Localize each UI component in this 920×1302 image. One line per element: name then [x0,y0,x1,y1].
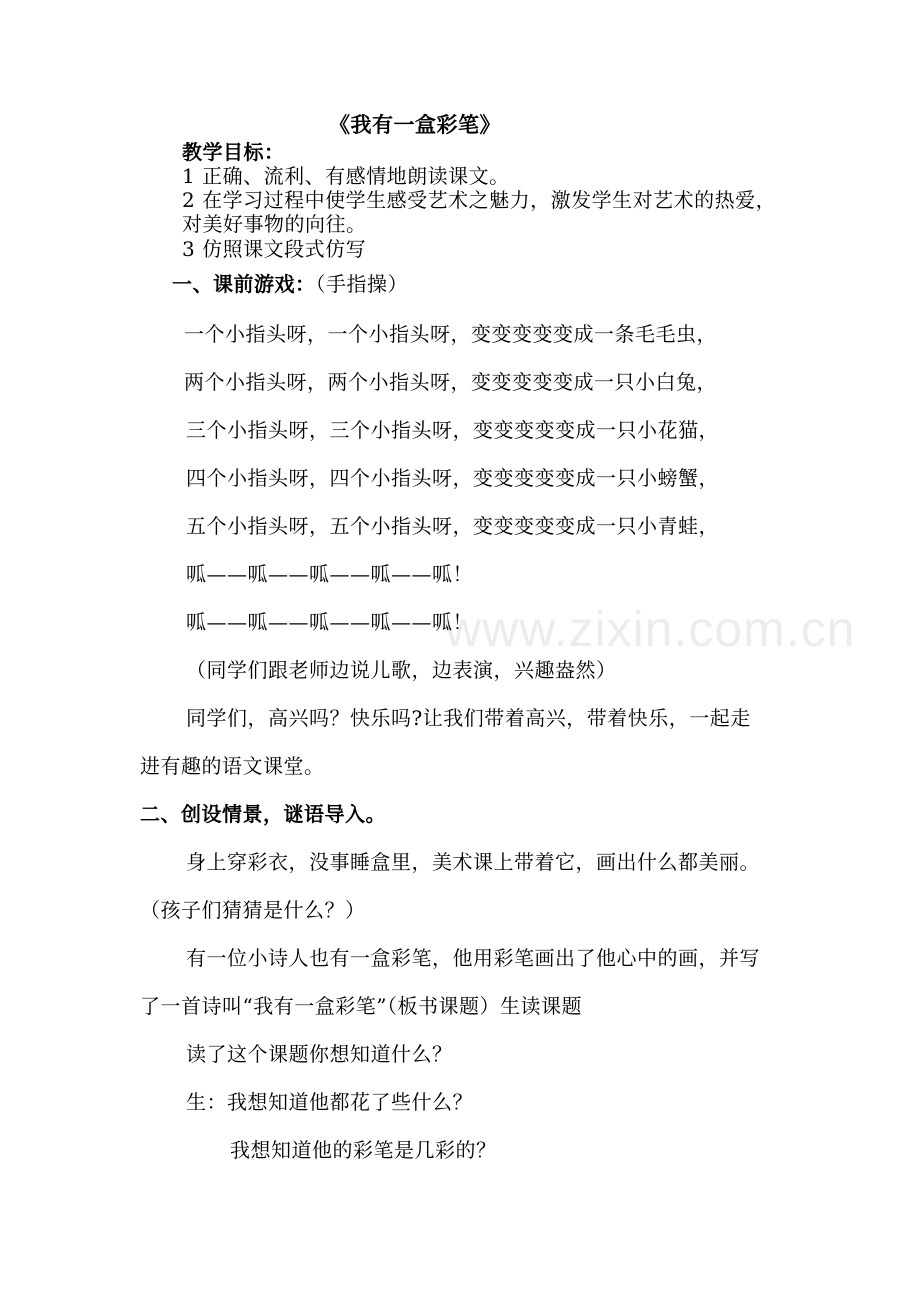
objective-3: 3 仿照课文段式仿写 [182,237,367,261]
objectives-heading: 教学目标： [182,140,285,164]
rhyme-line-3: 三个小指头呀，三个小指头呀，变变变变变成一只小花猫， [186,418,719,442]
rhyme-line-2: 两个小指头呀，两个小指头呀，变变变变变成一只小白兔， [184,370,717,394]
transition-line-1: 同学们，高兴吗？快乐吗?让我们带着高兴，带着快乐，一起走 [186,706,751,730]
transition-line-2: 进有趣的语文课堂。 [140,754,325,778]
rhyme-line-1: 一个小指头呀，一个小指头呀，变变变变变成一条毛毛虫， [184,322,717,346]
document-title: 《我有一盒彩笔》 [329,112,501,137]
riddle-line-2: （孩子们猜猜是什么？） [140,898,366,922]
activity-note: （同学们跟老师边说儿歌，边表演，兴趣盎然） [186,658,617,682]
riddle-line-1: 身上穿彩衣，没事睡盒里，美术课上带着它，画出什么都美丽。 [186,850,760,874]
objective-2: 2 在学习过程中使学生感受艺术之魅力，激发学生对艺术的热爱， [182,188,777,212]
question-line: 读了这个课题你想知道什么？ [186,1042,453,1066]
objective-2-continued: 对美好事物的向往。 [182,212,367,236]
intro-line-1: 有一位小诗人也有一盒彩笔，他用彩笔画出了他心中的画，并写 [186,946,760,970]
rhyme-line-7: 呱——呱——呱——呱——呱！ [186,610,473,634]
section1-heading-line [172,271,408,297]
objective-1: 1 正确、流利、有感情地朗读课文。 [182,164,510,188]
rhyme-line-6: 呱——呱——呱——呱——呱！ [186,562,473,586]
rhyme-line-4: 四个小指头呀，四个小指头呀，变变变变变成一只小螃蟹， [186,466,719,490]
section1-note: （手指操） [315,272,408,296]
section1-heading: 一、课前游戏： [172,272,316,296]
section2-heading: 二、创设情景，谜语导入。 [140,802,386,826]
answer-line-2: 我想知道他的彩笔是几彩的？ [230,1138,497,1162]
intro-line-2: 了一首诗叫“我有一盒彩笔”（板书课题）生读课题 [140,994,582,1018]
answer-line-1: 生：我想知道他都花了些什么？ [186,1090,473,1114]
rhyme-line-5: 五个小指头呀，五个小指头呀，变变变变变成一只小青蛙， [186,514,719,538]
watermark: www.zixin.com.cn [445,601,856,657]
